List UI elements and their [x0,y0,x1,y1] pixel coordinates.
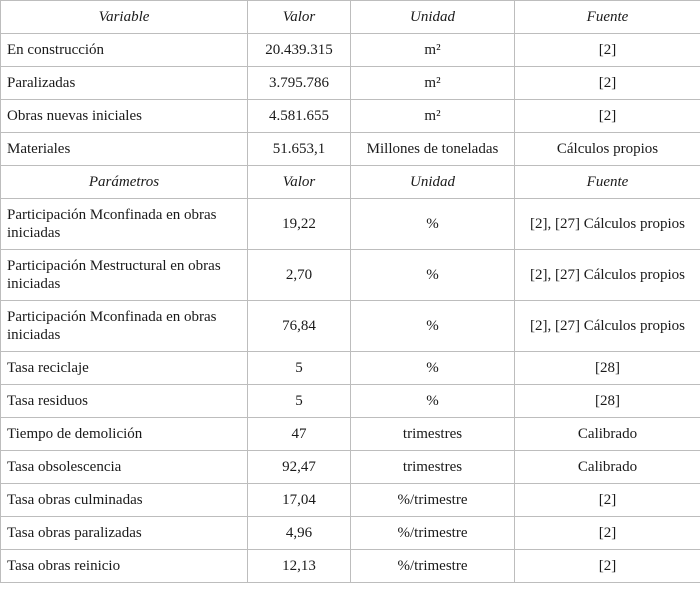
cell-name: Tasa obras paralizadas [1,517,248,550]
cell-fuente: [2] [515,100,700,133]
cell-name: Participación Mconfinada en obras iniciadas [1,301,248,352]
cell-valor: 47 [248,418,351,451]
cell-name: Materiales [1,133,248,166]
cell-unidad: % [351,385,515,418]
cell-unidad: m² [351,100,515,133]
cell-unidad: % [351,352,515,385]
table-body [1,1,700,583]
cell-valor: 51.653,1 [248,133,351,166]
header-unidad-2: Unidad [351,166,515,199]
table-row [1,484,700,517]
cell-name: Tasa obras reinicio [1,550,248,583]
cell-unidad: Millones de toneladas [351,133,515,166]
cell-unidad: % [351,199,515,250]
cell-name: En construcción [1,34,248,67]
cell-fuente: Calibrado [515,418,700,451]
cell-unidad: trimestres [351,451,515,484]
cell-name: Tasa reciclaje [1,352,248,385]
table-row [1,199,700,250]
cell-name: Tiempo de demolición [1,418,248,451]
cell-valor: 17,04 [248,484,351,517]
table-row [1,100,700,133]
cell-fuente: Calibrado [515,451,700,484]
cell-valor: 92,47 [248,451,351,484]
table-row [1,418,700,451]
header-unidad: Unidad [351,1,515,34]
cell-fuente: [2] [515,484,700,517]
cell-fuente: [2] [515,34,700,67]
cell-fuente: [28] [515,352,700,385]
cell-name: Obras nuevas iniciales [1,100,248,133]
header-fuente: Fuente [515,1,700,34]
header-valor: Valor [248,1,351,34]
cell-unidad: m² [351,34,515,67]
cell-fuente: [2], [27] Cálculos propios [515,250,700,301]
cell-fuente: Cálculos propios [515,133,700,166]
table-row [1,250,700,301]
cell-valor: 76,84 [248,301,351,352]
cell-valor: 4,96 [248,517,351,550]
header-fuente-2: Fuente [515,166,700,199]
cell-name: Tasa obras culminadas [1,484,248,517]
cell-name: Paralizadas [1,67,248,100]
cell-fuente: [2], [27] Cálculos propios [515,301,700,352]
cell-valor: 19,22 [248,199,351,250]
cell-name: Participación Mconfinada en obras iniciadas [1,199,248,250]
cell-unidad: % [351,250,515,301]
cell-valor: 20.439.315 [248,34,351,67]
header-valor-2: Valor [248,166,351,199]
cell-valor: 4.581.655 [248,100,351,133]
cell-valor: 12,13 [248,550,351,583]
cell-fuente: [28] [515,385,700,418]
table-row [1,352,700,385]
cell-valor: 3.795.786 [248,67,351,100]
cell-unidad: % [351,301,515,352]
header-row-variables [1,1,700,34]
table-row [1,385,700,418]
table-row [1,451,700,484]
table-row [1,34,700,67]
table-row [1,67,700,100]
cell-unidad: %/trimestre [351,517,515,550]
cell-unidad: trimestres [351,418,515,451]
header-row-parametros [1,166,700,199]
table-row [1,517,700,550]
cell-valor: 5 [248,352,351,385]
table-row [1,550,700,583]
cell-unidad: m² [351,67,515,100]
cell-name: Tasa residuos [1,385,248,418]
cell-name: Participación Mestructural en obras iniciadas [1,250,248,301]
cell-fuente: [2] [515,67,700,100]
cell-fuente: [2] [515,550,700,583]
cell-fuente: [2], [27] Cálculos propios [515,199,700,250]
cell-name: Tasa obsolescencia [1,451,248,484]
table-row [1,301,700,352]
header-parametros: Parámetros [1,166,248,199]
cell-valor: 5 [248,385,351,418]
cell-fuente: [2] [515,517,700,550]
cell-valor: 2,70 [248,250,351,301]
header-variable: Variable [1,1,248,34]
cell-unidad: %/trimestre [351,484,515,517]
cell-unidad: %/trimestre [351,550,515,583]
table-row [1,133,700,166]
